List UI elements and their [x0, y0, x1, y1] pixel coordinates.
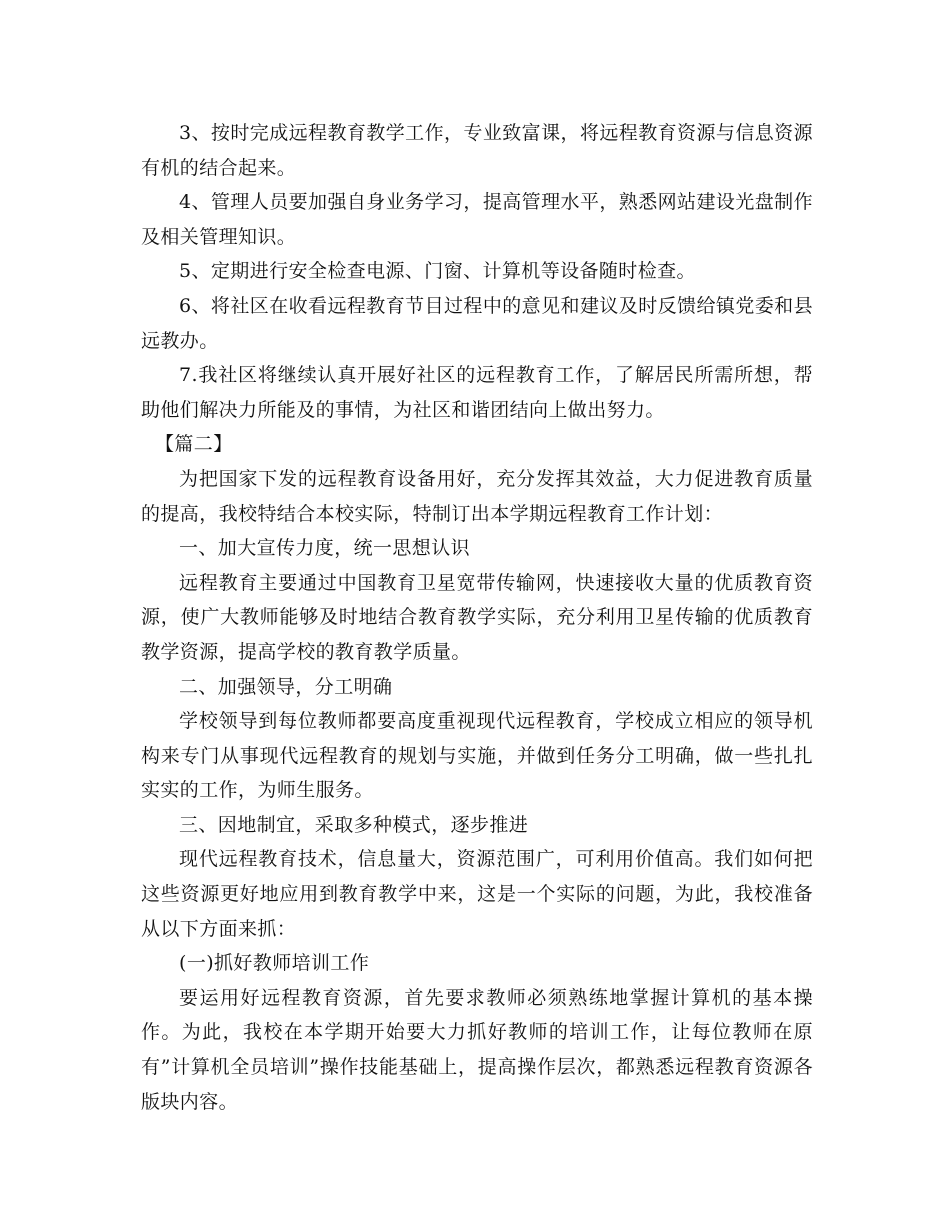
paragraph-item-5: 5、定期进行安全检查电源、门窗、计算机等设备随时检查。: [179, 260, 696, 283]
paragraph-item-7: 7.我社区将继续认真开展好社区的远程教育工作，了解居民所需所想，帮助他们解决力所能及的事情，为社区和谐团结向上做出努力。: [141, 364, 813, 421]
section-heading-two: 二、加强领导，分工明确: [179, 675, 393, 698]
paragraph-item-4: 4、管理人员要加强自身业务学习，提高管理水平，熟悉网站建设光盘制作及相关管理知识。: [141, 191, 813, 248]
document-body: [141, 116, 813, 1119]
subsection-heading-one: (一)抓好教师培训工作: [179, 952, 370, 975]
paragraph-item-3: 3、按时完成远程教育教学工作，专业致富课，将远程教育资源与信息资源有机的结合起来。: [141, 122, 813, 179]
section-one-paragraph: 远程教育主要通过中国教育卫星宽带传输网，快速接收大量的优质教育资源，使广大教师能够及时地结合教育教学实际，充分利用卫星传输的优质教育教学资源，提高学校的教育教学质量。: [141, 571, 813, 663]
subsection-one-paragraph: 要运用好远程教育资源，首先要求教师必须熟练地掌握计算机的基本操作。为此，我校在本学期开始要大力抓好教师的培训工作，让每位教师在原有”计算机全员培训”操作技能基础上，提高操作层次，都熟悉远程教育资源各版块内容。: [141, 986, 813, 1113]
section-heading-part-two: 【篇二】: [155, 433, 233, 456]
section-two-paragraph: 学校领导到每位教师都要高度重视现代远程教育，学校成立相应的领导机构来专门从事现代远程教育的规划与实施，并做到任务分工明确，做一些扎扎实实的工作，为师生服务。: [141, 710, 813, 802]
intro-paragraph: 为把国家下发的远程教育设备用好，充分发挥其效益，大力促进教育质量的提高，我校特结合本校实际，特制订出本学期远程教育工作计划：: [141, 467, 813, 525]
section-heading-one: 一、加大宣传力度，统一思想认识: [179, 537, 471, 560]
paragraph-item-6: 6、将社区在收看远程教育节目过程中的意见和建议及时反馈给镇党委和县远教办。: [141, 294, 813, 352]
section-three-paragraph: 现代远程教育技术，信息量大，资源范围广，可利用价值高。我们如何把这些资源更好地应用到教育教学中来，这是一个实际的问题，为此，我校准备从以下方面来抓：: [141, 848, 813, 940]
section-heading-three: 三、因地制宜，采取多种模式，逐步推进: [179, 813, 529, 836]
